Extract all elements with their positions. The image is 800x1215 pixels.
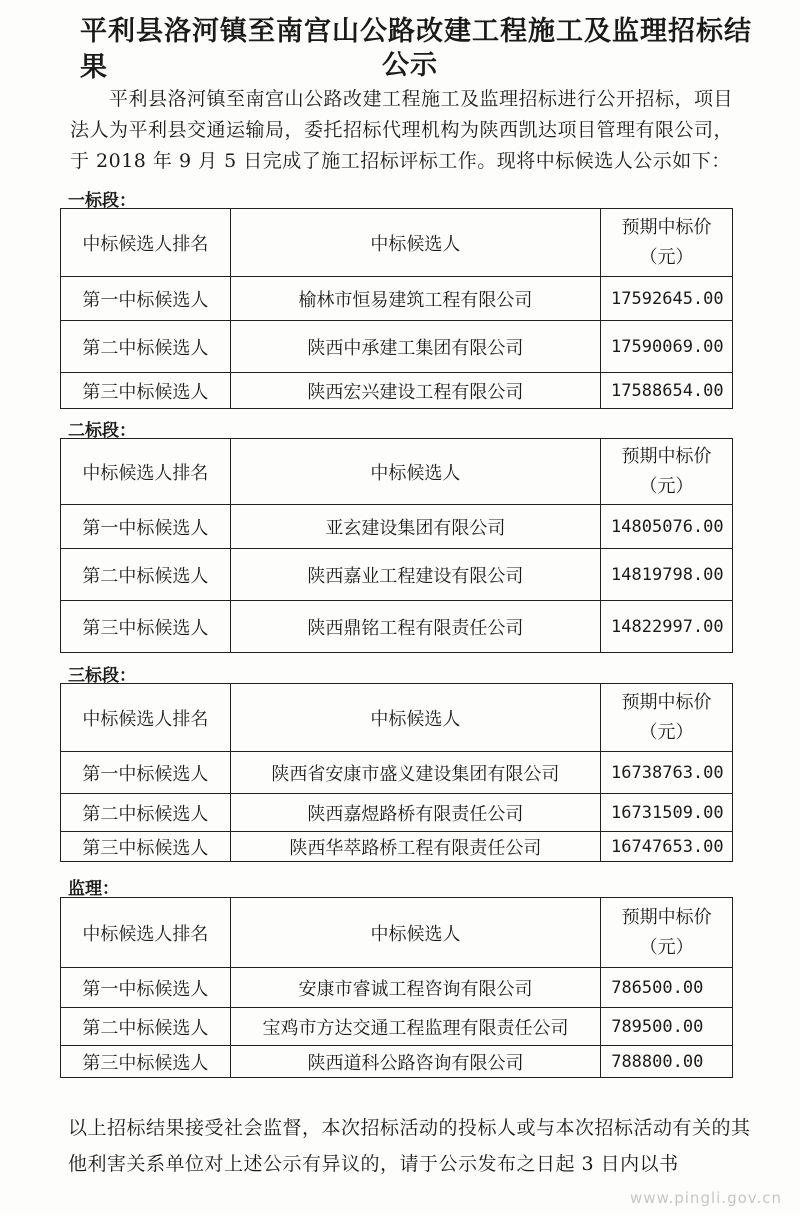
header-price-line2: （元） [639, 721, 694, 743]
table-row [61, 277, 733, 321]
header-rank: 中标候选人排名 [61, 439, 231, 505]
header-rank: 中标候选人排名 [61, 898, 231, 968]
header-price [601, 209, 733, 277]
table-row [61, 505, 733, 549]
candidate-cell: 陕西宏兴建设工程有限公司 [230, 373, 600, 409]
rank-cell: 第一中标候选人 [61, 505, 231, 549]
header-price-line2: （元） [639, 936, 694, 958]
table-row [61, 373, 733, 409]
bid-table-section-2 [60, 438, 733, 653]
rank-cell: 第一中标候选人 [61, 968, 231, 1008]
table-header-row [61, 898, 733, 968]
header-price-line1: 预期中标价 [621, 445, 712, 467]
price-cell: 786500.00 [601, 968, 733, 1008]
table-row [61, 968, 733, 1008]
header-price-line1: 预期中标价 [621, 691, 712, 713]
candidate-cell: 宝鸡市方达交通工程监理有限责任公司 [230, 1008, 600, 1046]
header-price-line1: 预期中标价 [621, 906, 712, 928]
section-label-supervision: 监理： [68, 879, 119, 899]
footer-paragraph: 以上招标结果接受社会监督，本次招标活动的投标人或与本次招标活动有关的其他利害关系单位对上述公示有异议的，请于公示发布之日起 3 日内以书 [68, 1117, 751, 1175]
table-header-row [61, 684, 733, 752]
rank-cell: 第三中标候选人 [61, 1046, 231, 1078]
table-header-row [61, 209, 733, 277]
price-cell: 14805076.00 [601, 505, 733, 549]
header-candidate: 中标候选人 [230, 439, 600, 505]
bid-table-section-3 [60, 683, 733, 862]
price-cell: 17590069.00 [601, 321, 733, 373]
rank-cell: 第一中标候选人 [61, 277, 231, 321]
rank-cell: 第三中标候选人 [61, 832, 231, 862]
header-price-line2: （元） [639, 246, 694, 268]
candidate-cell: 陕西鼎铭工程有限责任公司 [230, 601, 600, 653]
document-title: 平利县洛河镇至南宫山公路改建工程施工及监理招标结果 [80, 16, 752, 83]
price-cell: 16731509.00 [601, 794, 733, 832]
intro-paragraph: 平利县洛河镇至南宫山公路改建工程施工及监理招标进行公开招标，项目法人为平利县交通运输局，委托招标代理机构为陕西凯达项目管理有限公司，于 2018 年 9 月 5 日完成了施工招标评标工作。现将中标候选人公示如下： [70, 88, 734, 172]
section-label-1: 一标段： [68, 191, 136, 211]
price-cell: 16747653.00 [601, 832, 733, 862]
price-cell: 789500.00 [601, 1008, 733, 1046]
candidate-cell: 亚玄建设集团有限公司 [230, 505, 600, 549]
header-candidate: 中标候选人 [230, 209, 600, 277]
price-cell: 14822997.00 [601, 601, 733, 653]
table-row [61, 601, 733, 653]
table-row [61, 321, 733, 373]
table-row [61, 752, 733, 794]
candidate-cell: 陕西省安康市盛义建设集团有限公司 [230, 752, 600, 794]
price-cell: 788800.00 [601, 1046, 733, 1078]
candidate-cell: 陕西华萃路桥工程有限责任公司 [230, 832, 600, 862]
candidate-cell: 安康市睿诚工程咨询有限公司 [230, 968, 600, 1008]
table-row [61, 1008, 733, 1046]
price-cell: 14819798.00 [601, 549, 733, 601]
header-candidate: 中标候选人 [230, 898, 600, 968]
header-price [601, 898, 733, 968]
header-candidate: 中标候选人 [230, 684, 600, 752]
header-price [601, 684, 733, 752]
bid-table-supervision [60, 897, 733, 1078]
candidate-cell: 陕西嘉业工程建设有限公司 [230, 549, 600, 601]
rank-cell: 第二中标候选人 [61, 321, 231, 373]
rank-cell: 第三中标候选人 [61, 601, 231, 653]
rank-cell: 第三中标候选人 [61, 373, 231, 409]
table-row [61, 549, 733, 601]
site-watermark: www.pingli.gov.cn [630, 1189, 782, 1207]
candidate-cell: 陕西嘉煜路桥有限责任公司 [230, 794, 600, 832]
rank-cell: 第一中标候选人 [61, 752, 231, 794]
price-cell: 17592645.00 [601, 277, 733, 321]
table-header-row [61, 439, 733, 505]
candidate-cell: 榆林市恒易建筑工程有限公司 [230, 277, 600, 321]
section-label-2: 二标段： [68, 421, 136, 441]
table-row [61, 832, 733, 862]
header-rank: 中标候选人排名 [61, 209, 231, 277]
bid-table-section-1 [60, 208, 733, 409]
rank-cell: 第二中标候选人 [61, 549, 231, 601]
candidate-cell: 陕西中承建工集团有限公司 [230, 321, 600, 373]
price-cell: 17588654.00 [601, 373, 733, 409]
price-cell: 16738763.00 [601, 752, 733, 794]
document-title-continued: 公示 [382, 50, 438, 81]
header-rank: 中标候选人排名 [61, 684, 231, 752]
header-price [601, 439, 733, 505]
header-price-line2: （元） [639, 475, 694, 497]
section-label-3: 三标段： [68, 666, 136, 686]
candidate-cell: 陕西道科公路咨询有限公司 [230, 1046, 600, 1078]
table-row [61, 794, 733, 832]
table-row [61, 1046, 733, 1078]
rank-cell: 第二中标候选人 [61, 794, 231, 832]
rank-cell: 第二中标候选人 [61, 1008, 231, 1046]
header-price-line1: 预期中标价 [621, 216, 712, 238]
